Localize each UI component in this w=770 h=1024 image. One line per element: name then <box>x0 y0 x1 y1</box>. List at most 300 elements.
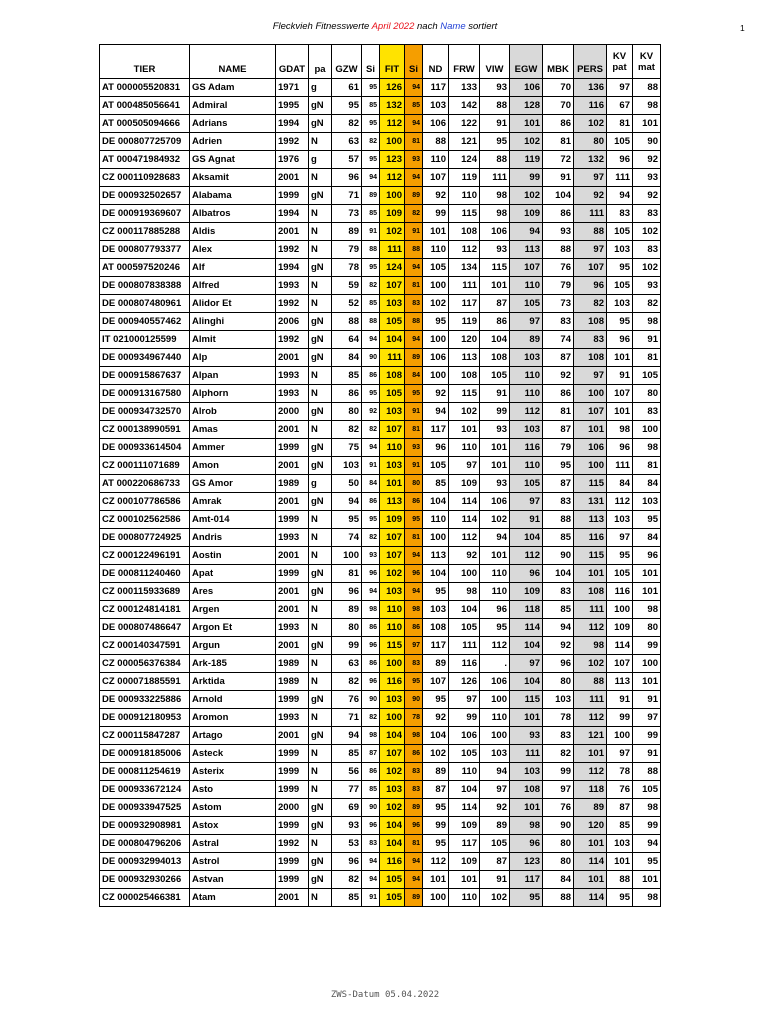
table-row <box>100 475 661 493</box>
table-cell: 88 <box>543 511 574 529</box>
table-cell: 100 <box>607 727 633 745</box>
table-cell: 93 <box>362 547 380 565</box>
table-cell: 82 <box>574 295 607 313</box>
table-cell: 81 <box>332 565 362 583</box>
table-cell: 105 <box>633 781 661 799</box>
table-cell: 116 <box>574 529 607 547</box>
table-cell: 94 <box>480 763 510 781</box>
table-row <box>100 889 661 907</box>
table-cell: 128 <box>510 97 543 115</box>
table-cell: DE 000807486647 <box>100 619 190 637</box>
table-cell: 93 <box>480 421 510 439</box>
table-cell: 114 <box>574 889 607 907</box>
table-cell: 108 <box>449 223 480 241</box>
table-cell: 111 <box>480 169 510 187</box>
table-cell: DE 000932908981 <box>100 817 190 835</box>
table-cell: 85 <box>405 97 423 115</box>
table-cell: 90 <box>405 691 423 709</box>
table-cell: 106 <box>510 79 543 97</box>
table-row <box>100 709 661 727</box>
table-cell: 101 <box>574 565 607 583</box>
table-cell: 104 <box>543 187 574 205</box>
table-cell: 90 <box>362 691 380 709</box>
table-cell: 95 <box>362 115 380 133</box>
table-cell: 63 <box>332 655 362 673</box>
table-cell: 134 <box>449 259 480 277</box>
table-cell: 102 <box>449 403 480 421</box>
table-cell: 2001 <box>276 493 309 511</box>
table-cell: 97 <box>449 457 480 475</box>
table-cell: 80 <box>332 403 362 421</box>
table-cell: 75 <box>332 439 362 457</box>
table-cell: 86 <box>362 655 380 673</box>
table-cell: 101 <box>607 403 633 421</box>
table-cell: GS Agnat <box>190 151 276 169</box>
table-cell: 112 <box>449 529 480 547</box>
table-cell: DE 000934732570 <box>100 403 190 421</box>
table-cell: 1994 <box>276 115 309 133</box>
table-cell: Astvan <box>190 871 276 889</box>
table-cell: 106 <box>423 349 449 367</box>
table-cell: gN <box>309 97 332 115</box>
table-cell: 90 <box>543 547 574 565</box>
table-cell: 1999 <box>276 439 309 457</box>
table-cell: 85 <box>543 529 574 547</box>
table-cell: N <box>309 601 332 619</box>
table-cell: 136 <box>574 79 607 97</box>
table-cell: 70 <box>543 79 574 97</box>
table-cell: 124 <box>380 259 405 277</box>
table-cell: 87 <box>480 295 510 313</box>
table-cell: 95 <box>633 853 661 871</box>
table-cell: Alf <box>190 259 276 277</box>
table-cell: 97 <box>607 79 633 97</box>
table-cell: 79 <box>332 241 362 259</box>
table-cell: Atam <box>190 889 276 907</box>
table-cell: 109 <box>380 511 405 529</box>
title-part-2: nach <box>414 21 441 32</box>
table-cell: Alrob <box>190 403 276 421</box>
table-cell: 94 <box>405 115 423 133</box>
table-cell: 99 <box>633 817 661 835</box>
table-cell: 109 <box>449 853 480 871</box>
table-cell: 95 <box>607 259 633 277</box>
table-cell: 101 <box>633 583 661 601</box>
table-cell: 1999 <box>276 763 309 781</box>
table-cell: 101 <box>633 115 661 133</box>
table-row <box>100 853 661 871</box>
table-cell: 92 <box>574 187 607 205</box>
table-cell: 93 <box>510 727 543 745</box>
table-cell: 82 <box>362 133 380 151</box>
table-row <box>100 691 661 709</box>
table-cell: 95 <box>362 259 380 277</box>
table-cell: IT 021000125599 <box>100 331 190 349</box>
table-row <box>100 583 661 601</box>
table-cell: 118 <box>510 601 543 619</box>
column-header: TIER <box>100 45 190 79</box>
table-cell: 92 <box>449 547 480 565</box>
table-row <box>100 349 661 367</box>
table-cell: 107 <box>380 547 405 565</box>
table-cell: Ammer <box>190 439 276 457</box>
table-cell: 1992 <box>276 133 309 151</box>
table-cell: 102 <box>510 187 543 205</box>
table-cell: CZ 000122496191 <box>100 547 190 565</box>
table-cell: 78 <box>332 259 362 277</box>
table-cell: gN <box>309 817 332 835</box>
table-cell: 93 <box>543 223 574 241</box>
table-cell: CZ 000102562586 <box>100 511 190 529</box>
table-cell: 101 <box>480 439 510 457</box>
table-cell: 85 <box>362 781 380 799</box>
table-cell: Asto <box>190 781 276 799</box>
table-cell: 74 <box>543 331 574 349</box>
table-cell: 85 <box>332 889 362 907</box>
table-cell: g <box>309 79 332 97</box>
table-cell: 92 <box>633 187 661 205</box>
table-cell: 95 <box>405 385 423 403</box>
table-cell: 1992 <box>276 295 309 313</box>
table-cell: 96 <box>607 151 633 169</box>
table-cell: N <box>309 241 332 259</box>
table-cell: 97 <box>543 781 574 799</box>
table-cell: 99 <box>510 169 543 187</box>
table-cell: Artago <box>190 727 276 745</box>
table-cell: 95 <box>405 673 423 691</box>
table-cell: 74 <box>332 529 362 547</box>
table-cell: gN <box>309 799 332 817</box>
table-cell: 102 <box>633 223 661 241</box>
table-cell: 94 <box>405 547 423 565</box>
table-cell: 100 <box>423 529 449 547</box>
table-cell: 92 <box>633 151 661 169</box>
table-cell: 116 <box>380 673 405 691</box>
table-cell: 97 <box>449 691 480 709</box>
table-cell: gN <box>309 313 332 331</box>
table-cell: 1993 <box>276 529 309 547</box>
title-part-1: Fleckvieh Fitnesswerte <box>272 21 372 32</box>
table-cell: 103 <box>607 241 633 259</box>
table-cell: 92 <box>423 709 449 727</box>
table-row <box>100 673 661 691</box>
table-cell: Asterix <box>190 763 276 781</box>
table-cell: 115 <box>574 475 607 493</box>
table-cell: AT 000471984932 <box>100 151 190 169</box>
table-cell: Andris <box>190 529 276 547</box>
table-cell: 81 <box>405 835 423 853</box>
table-cell: 94 <box>480 529 510 547</box>
table-cell: 1999 <box>276 187 309 205</box>
table-cell: 105 <box>380 385 405 403</box>
table-cell: 102 <box>574 115 607 133</box>
table-cell: 96 <box>574 277 607 295</box>
table-cell: 95 <box>423 583 449 601</box>
table-cell: 95 <box>362 511 380 529</box>
table-cell: N <box>309 619 332 637</box>
table-cell: 97 <box>510 313 543 331</box>
table-cell: 95 <box>423 835 449 853</box>
table-cell: 110 <box>449 763 480 781</box>
table-cell: 98 <box>449 583 480 601</box>
table-cell: 119 <box>449 313 480 331</box>
page-number: 1 <box>740 23 745 33</box>
title-sort-field: Name <box>440 21 466 32</box>
table-cell: Amt-014 <box>190 511 276 529</box>
table-row <box>100 97 661 115</box>
table-cell: AT 000485056641 <box>100 97 190 115</box>
table-cell: 93 <box>332 817 362 835</box>
table-cell: 85 <box>607 817 633 835</box>
table-cell: 2001 <box>276 601 309 619</box>
table-cell: 82 <box>362 709 380 727</box>
table-cell: gN <box>309 853 332 871</box>
table-cell: gN <box>309 583 332 601</box>
table-cell: 100 <box>574 385 607 403</box>
table-cell: Alidor Et <box>190 295 276 313</box>
table-cell: 97 <box>574 169 607 187</box>
table-cell: DE 000807838388 <box>100 277 190 295</box>
table-cell: 67 <box>607 97 633 115</box>
table-cell: 104 <box>423 727 449 745</box>
table-row <box>100 529 661 547</box>
table-cell: 105 <box>380 871 405 889</box>
table-cell: 1989 <box>276 673 309 691</box>
table-cell: Amas <box>190 421 276 439</box>
table-cell: 93 <box>480 475 510 493</box>
table-cell: 71 <box>332 187 362 205</box>
table-cell: 98 <box>607 421 633 439</box>
table-cell: 83 <box>607 205 633 223</box>
table-cell: Aromon <box>190 709 276 727</box>
table-cell: 101 <box>423 223 449 241</box>
table-cell: 94 <box>362 331 380 349</box>
table-cell: 98 <box>405 601 423 619</box>
table-cell: 107 <box>510 259 543 277</box>
table-cell: 105 <box>607 133 633 151</box>
table-cell: 115 <box>574 547 607 565</box>
table-cell: 104 <box>380 331 405 349</box>
table-cell: 63 <box>332 133 362 151</box>
table-cell: 72 <box>543 151 574 169</box>
table-cell: 1992 <box>276 331 309 349</box>
table-cell: 90 <box>362 799 380 817</box>
table-cell: 64 <box>332 331 362 349</box>
table-cell: 98 <box>362 601 380 619</box>
table-cell: 100 <box>480 727 510 745</box>
table-cell: 112 <box>574 763 607 781</box>
table-cell: 83 <box>543 313 574 331</box>
table-cell: 91 <box>633 745 661 763</box>
table-cell: 1999 <box>276 691 309 709</box>
table-cell: 95 <box>510 889 543 907</box>
table-cell: 100 <box>423 889 449 907</box>
table-cell: 104 <box>449 781 480 799</box>
table-cell: 133 <box>449 79 480 97</box>
table-cell: 94 <box>405 169 423 187</box>
table-cell: 87 <box>543 421 574 439</box>
table-cell: 122 <box>449 115 480 133</box>
table-cell: 88 <box>362 241 380 259</box>
table-cell: 91 <box>362 223 380 241</box>
column-header: EGW <box>510 45 543 79</box>
table-cell: 107 <box>380 529 405 547</box>
table-row <box>100 637 661 655</box>
table-cell: DE 000912180953 <box>100 709 190 727</box>
column-header: ND <box>423 45 449 79</box>
column-header: KV pat <box>607 45 633 79</box>
table-row <box>100 385 661 403</box>
table-cell: DE 000933947525 <box>100 799 190 817</box>
table-cell: 81 <box>543 403 574 421</box>
table-cell: 112 <box>480 637 510 655</box>
table-cell: 95 <box>543 457 574 475</box>
table-cell: 106 <box>423 115 449 133</box>
column-header: FRW <box>449 45 480 79</box>
table-cell: 105 <box>607 223 633 241</box>
table-cell: CZ 000117885288 <box>100 223 190 241</box>
table-cell: 101 <box>574 745 607 763</box>
table-cell: Argun <box>190 637 276 655</box>
table-cell: 93 <box>405 439 423 457</box>
table-cell: 101 <box>574 421 607 439</box>
table-row <box>100 493 661 511</box>
table-cell: 89 <box>574 799 607 817</box>
table-cell: 83 <box>633 205 661 223</box>
table-cell: 89 <box>362 187 380 205</box>
table-cell: 56 <box>332 763 362 781</box>
table-cell: 82 <box>332 673 362 691</box>
table-cell: 2001 <box>276 457 309 475</box>
table-cell: 112 <box>380 169 405 187</box>
table-cell: 88 <box>543 889 574 907</box>
column-header: NAME <box>190 45 276 79</box>
table-cell: 97 <box>510 655 543 673</box>
table-cell: 100 <box>380 709 405 727</box>
table-cell: 96 <box>510 565 543 583</box>
table-cell: 100 <box>607 601 633 619</box>
table-cell: 111 <box>574 691 607 709</box>
table-cell: 2001 <box>276 889 309 907</box>
table-cell: 59 <box>332 277 362 295</box>
column-header: VIW <box>480 45 510 79</box>
table-cell: 131 <box>574 493 607 511</box>
table-row <box>100 115 661 133</box>
table-cell: 111 <box>607 457 633 475</box>
table-cell: DE 000932930266 <box>100 871 190 889</box>
table-cell: 88 <box>405 313 423 331</box>
table-cell: 107 <box>423 169 449 187</box>
table-cell: 1999 <box>276 871 309 889</box>
table-cell: 2001 <box>276 223 309 241</box>
table-cell: 2001 <box>276 349 309 367</box>
table-cell: Ark-185 <box>190 655 276 673</box>
table-cell: 98 <box>633 601 661 619</box>
table-cell: 94 <box>362 439 380 457</box>
table-cell: 94 <box>633 835 661 853</box>
table-cell: 114 <box>449 511 480 529</box>
table-cell: 95 <box>607 889 633 907</box>
table-cell: 1993 <box>276 277 309 295</box>
table-cell: 104 <box>543 565 574 583</box>
table-cell: DE 000933225886 <box>100 691 190 709</box>
table-cell: 101 <box>574 835 607 853</box>
table-cell: 91 <box>633 331 661 349</box>
table-cell: Alfred <box>190 277 276 295</box>
table-cell: 83 <box>543 583 574 601</box>
table-cell: 86 <box>543 385 574 403</box>
table-cell: 110 <box>449 187 480 205</box>
table-cell: 117 <box>423 637 449 655</box>
table-cell: N <box>309 133 332 151</box>
table-cell: 82 <box>332 871 362 889</box>
table-cell: 110 <box>510 385 543 403</box>
table-cell: N <box>309 169 332 187</box>
table-cell: 81 <box>633 457 661 475</box>
table-cell: 89 <box>405 889 423 907</box>
table-cell: 100 <box>480 691 510 709</box>
table-cell: 84 <box>332 349 362 367</box>
table-cell: AT 000220686733 <box>100 475 190 493</box>
table-row <box>100 835 661 853</box>
table-cell: 119 <box>510 151 543 169</box>
table-cell: CZ 000138990591 <box>100 421 190 439</box>
table-cell: 89 <box>423 655 449 673</box>
table-cell: 2001 <box>276 583 309 601</box>
table-cell: 2000 <box>276 403 309 421</box>
table-cell: 105 <box>423 457 449 475</box>
table-cell: 1993 <box>276 385 309 403</box>
table-cell: g <box>309 151 332 169</box>
table-cell: 2000 <box>276 799 309 817</box>
table-row <box>100 565 661 583</box>
table-cell: 115 <box>380 637 405 655</box>
table-cell: Alinghi <box>190 313 276 331</box>
table-cell: 84 <box>607 475 633 493</box>
table-cell: 1971 <box>276 79 309 97</box>
table-cell: 81 <box>543 133 574 151</box>
table-cell: 106 <box>449 727 480 745</box>
table-cell: 108 <box>480 349 510 367</box>
table-cell: 2001 <box>276 637 309 655</box>
table-cell: 82 <box>405 205 423 223</box>
table-cell: N <box>309 889 332 907</box>
table-cell: 114 <box>510 619 543 637</box>
table-cell: 110 <box>449 889 480 907</box>
table-cell: 113 <box>607 673 633 691</box>
table-cell: 82 <box>633 295 661 313</box>
table-cell: Aldis <box>190 223 276 241</box>
header-row <box>100 45 661 79</box>
table-cell: 88 <box>574 223 607 241</box>
table-cell: 112 <box>510 547 543 565</box>
table-cell: 92 <box>480 799 510 817</box>
table-cell: 103 <box>423 97 449 115</box>
table-row <box>100 205 661 223</box>
table-cell: 111 <box>574 601 607 619</box>
table-cell: 132 <box>574 151 607 169</box>
table-cell: 81 <box>405 529 423 547</box>
table-cell: 73 <box>543 295 574 313</box>
table-cell: 110 <box>380 619 405 637</box>
table-cell: 96 <box>480 601 510 619</box>
table-cell: 84 <box>633 529 661 547</box>
table-cell: 105 <box>510 475 543 493</box>
table-cell: 1993 <box>276 709 309 727</box>
table-cell: 110 <box>510 457 543 475</box>
table-cell: 98 <box>633 97 661 115</box>
table-cell: 113 <box>574 511 607 529</box>
